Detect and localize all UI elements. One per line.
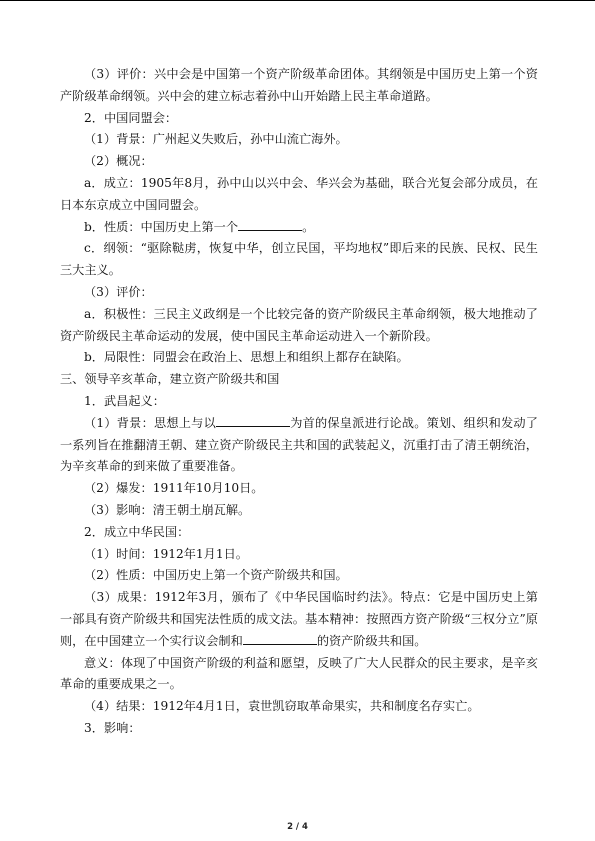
paragraph-text: b．性质：中国历史上第一个: [84, 219, 239, 234]
paragraph: [60, 522, 538, 544]
paragraph: [60, 369, 538, 391]
paragraph-text: 1．武昌起义：: [84, 393, 165, 408]
paragraph: [60, 64, 538, 108]
paragraph-text: 意义：体现了中国资产阶级的利益和愿望，反映了广大人民群众的民主要求，是辛亥革命的重要成果之一。: [60, 655, 538, 692]
paragraph: [60, 478, 538, 500]
paragraph: [60, 544, 538, 566]
paragraph: [60, 696, 538, 718]
paragraph: [60, 413, 538, 478]
fill-in-blank: [243, 631, 317, 645]
paragraph-text: c．纲领：“驱除鞑虏，恢复中华，创立民国，平均地权”即后来的民族、民权、民生三大主义。: [60, 241, 538, 278]
paragraph-text: （3）影响：清王朝土崩瓦解。: [84, 502, 251, 517]
paragraph-text: （2）爆发：1911年10月10日。: [84, 481, 264, 496]
paragraph-text: （1）背景：思想上与以: [84, 415, 216, 430]
paragraph-text: （2）概况：: [84, 154, 153, 169]
paragraph: [60, 347, 538, 369]
paragraph: [60, 238, 538, 282]
paragraph-text: （4）结果：1912年4月1日，袁世凯窃取革命果实，共和制度名存实亡。: [84, 699, 480, 714]
paragraph: [60, 391, 538, 413]
paragraph-text: 三、领导辛亥革命，建立资产阶级共和国: [60, 372, 280, 387]
paragraph-text: a．成立：1905年8月，孙中山以兴中会、华兴会为基础，联合光复会部分成员，在日本东京成立中国同盟会。: [60, 175, 538, 212]
paragraph: [60, 718, 538, 740]
paragraph-text: b．局限性：同盟会在政治上、思想上和组织上都存在缺陷。: [84, 350, 409, 365]
fill-in-blank: [238, 217, 302, 231]
paragraph-text-continued: 为首的保皇派进行论战。策划、组织和发动了一系列旨在推翻清王朝、建立资产阶级民主共和国的武装起义，沉重打击了清王朝统治，为辛亥革命的到来做了重要准备。: [60, 415, 538, 474]
paragraph: [60, 129, 538, 151]
paragraph-text: 3．影响：: [84, 720, 141, 735]
paragraph: [60, 173, 538, 217]
paragraph: [60, 500, 538, 522]
paragraph-text-continued: 的资产阶级共和国。: [316, 633, 427, 648]
paragraph-text: 2．中国同盟会：: [84, 110, 178, 125]
paragraph: [60, 151, 538, 173]
paragraph: [60, 587, 538, 652]
paragraph-text: （1）时间：1912年1月1日。: [84, 546, 248, 561]
paragraph-text: （3）评价：: [84, 284, 153, 299]
paragraph: [60, 304, 538, 348]
paragraph: [60, 565, 538, 587]
paragraph-text: （2）性质：中国历史上第一个资产阶级共和国。: [84, 568, 348, 583]
paragraph-text: （3）成果：1912年3月，颁布了《中华民国临时约法》。特点：它是中国历史上第一部具有资产阶级共和国宪法性质的成文法。基本精神：按照西方资产阶级“三权分立”原则，在中国建立一个实行议会制和: [60, 590, 538, 648]
paragraph: [60, 108, 538, 130]
paragraph: [60, 217, 538, 239]
paragraph-text: （3）评价：兴中会是中国第一个资产阶级革命团体。其纲领是中国历史上第一个资产阶级革命纲领。兴中会的建立标志着孙中山开始踏上民主革命道路。: [60, 67, 538, 103]
paragraph-text: a．积极性：三民主义政纲是一个比较完备的资产阶级民主革命纲领，极大地推动了资产阶级民主革命运动的发展，使中国民主革命运动进入一个新阶段。: [60, 306, 538, 343]
paragraph: [60, 282, 538, 304]
paragraph-text-continued: 。: [302, 219, 315, 234]
document-body: [60, 64, 538, 740]
paragraph-text: （1）背景：广州起义失败后，孙中山流亡海外。: [84, 132, 348, 147]
fill-in-blank: [216, 413, 290, 427]
paragraph-text: 2．成立中华民国：: [84, 524, 190, 539]
page-number: 2 / 4: [287, 822, 308, 832]
paragraph: [60, 653, 538, 697]
top-rule: [0, 0, 595, 1]
